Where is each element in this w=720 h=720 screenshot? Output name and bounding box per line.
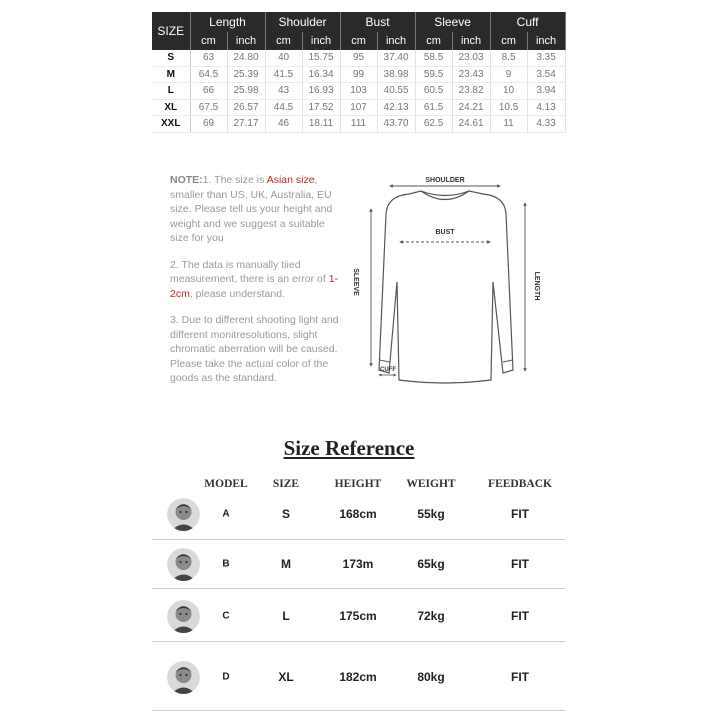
measurement-cell: 62.5 <box>415 116 452 133</box>
measurement-cell: 17.52 <box>302 99 340 116</box>
size-cell: S <box>281 507 291 521</box>
size-cell: XL <box>278 670 294 684</box>
measurement-cell: 24.80 <box>227 50 265 66</box>
height-cell: 173m <box>342 557 374 571</box>
note-2 <box>170 258 345 302</box>
measurement-cell: 64.5 <box>190 66 227 83</box>
model-cell: C <box>222 610 230 621</box>
row-divider <box>152 710 565 711</box>
weight-cell: 55kg <box>417 507 445 521</box>
unit-inch: inch <box>452 32 490 50</box>
measurement-cell: 107 <box>340 99 377 116</box>
measurement-cell: 38.98 <box>377 66 415 83</box>
measurement-cell: 66 <box>190 83 227 100</box>
model-cell: D <box>222 671 230 683</box>
model-column-header: MODEL <box>204 478 248 490</box>
measurement-cell: 24.21 <box>452 99 490 116</box>
measurement-cell: 41.5 <box>265 66 302 83</box>
note-2-text-b: , please understand. <box>189 287 285 300</box>
measurement-cell: 4.33 <box>527 116 565 133</box>
note-1-highlight: Asian size <box>266 174 315 186</box>
measurement-cell: 3.94 <box>527 83 565 100</box>
feedback-cell: FIT <box>511 670 529 684</box>
measurement-cell: 111 <box>340 116 377 133</box>
unit-cm: cm <box>490 32 527 50</box>
row-divider <box>152 641 565 642</box>
model-cell: A <box>222 508 230 520</box>
size-row <box>152 83 565 100</box>
measurement-cell: 15.75 <box>302 50 340 66</box>
height-cell: 168cm <box>339 507 377 521</box>
measurement-cell: 11 <box>490 116 527 133</box>
reference-row <box>152 589 565 642</box>
measurement-cell: 43 <box>265 83 302 100</box>
note-1-text-a: 1. The size is <box>202 174 267 186</box>
avatar <box>167 498 200 531</box>
measurement-cell: 40 <box>265 50 302 66</box>
unit-inch: inch <box>527 32 565 50</box>
height-cell: 182cm <box>339 670 377 684</box>
note-3: 3. Due to different shooting light and different monitresolutions, slight chromatic aberration will be caused. Please take the actual color of the goods as the standard. <box>170 314 339 384</box>
measurement-cell: 8.5 <box>490 50 527 66</box>
measurement-cell: 16.93 <box>302 83 340 100</box>
measurement-cell: 42.13 <box>377 99 415 116</box>
measurement-cell: 59.5 <box>415 66 452 83</box>
size-cell: XXL <box>152 116 190 133</box>
cuff-header: Cuff <box>490 12 565 32</box>
size-row <box>152 116 565 133</box>
reference-row <box>152 643 565 711</box>
cuff-label: CUFF <box>380 367 396 373</box>
size-chart-table <box>152 12 566 133</box>
weight-cell: 65kg <box>417 557 445 571</box>
measurement-cell: 58.5 <box>415 50 452 66</box>
shirt-measurement-diagram <box>335 170 565 400</box>
unit-cm: cm <box>190 32 227 50</box>
measurement-cell: 24.61 <box>452 116 490 133</box>
length-label: LENGTH <box>533 271 540 301</box>
measurement-cell: 10 <box>490 83 527 100</box>
measurement-cell: 43.70 <box>377 116 415 133</box>
measurement-cell: 23.43 <box>452 66 490 83</box>
weight-cell: 80kg <box>417 670 445 684</box>
measurement-cell: 23.82 <box>452 83 490 100</box>
measurement-cell: 40.55 <box>377 83 415 100</box>
size-row <box>152 99 565 116</box>
measurement-cell: 61.5 <box>415 99 452 116</box>
bust-header: Bust <box>340 12 415 32</box>
height-column-header: HEIGHT <box>334 478 382 490</box>
unit-inch: inch <box>227 32 265 50</box>
size-notes <box>170 173 345 398</box>
sleeve-label: SLEEVE <box>352 268 359 296</box>
weight-cell: 72kg <box>417 608 445 623</box>
shirt-outline <box>379 191 513 383</box>
unit-inch: inch <box>377 32 415 50</box>
feedback-cell: FIT <box>511 557 529 571</box>
unit-cm: cm <box>340 32 377 50</box>
measurement-cell: 23.03 <box>452 50 490 66</box>
measurement-cell: 16.34 <box>302 66 340 83</box>
avatar <box>167 661 200 694</box>
size-row <box>152 66 565 83</box>
size-cell: L <box>282 608 290 623</box>
height-cell: 175cm <box>339 608 377 623</box>
measurement-cell: 67.5 <box>190 99 227 116</box>
measurement-cell: 46 <box>265 116 302 133</box>
shoulder-header: Shoulder <box>265 12 340 32</box>
model-cell: B <box>222 558 230 570</box>
size-cell: XL <box>152 99 190 116</box>
measurement-cell: 25.39 <box>227 66 265 83</box>
reference-row <box>152 539 565 589</box>
measurement-cell: 4.13 <box>527 99 565 116</box>
size-cell: M <box>152 66 190 83</box>
note-2-text-a: 2. The data is manually tiied measurement, there is an error of <box>170 258 329 285</box>
size-cell: M <box>281 557 291 571</box>
size-column-header: SIZE <box>152 12 190 50</box>
size-column-header-ref: SIZE <box>272 478 300 490</box>
avatar <box>167 548 200 581</box>
unit-inch: inch <box>302 32 340 50</box>
feedback-column-header: FEEDBACK <box>488 478 552 490</box>
bust-label: BUST <box>435 229 455 236</box>
measurement-cell: 60.5 <box>415 83 452 100</box>
measurement-cell: 37.40 <box>377 50 415 66</box>
measurement-cell: 99 <box>340 66 377 83</box>
feedback-cell: FIT <box>511 608 529 623</box>
measurement-cell: 25.98 <box>227 83 265 100</box>
measurement-cell: 69 <box>190 116 227 133</box>
measurement-cell: 3.35 <box>527 50 565 66</box>
size-chart-header-row <box>152 12 565 32</box>
sleeve-header: Sleeve <box>415 12 490 32</box>
measurement-cell: 27.17 <box>227 116 265 133</box>
note-1-text-b: , smaller than US, UK, Australia, EU size. Please tell us your height and weight and we suggest a suitable size for you <box>170 174 333 244</box>
size-chart-unit-row <box>152 32 565 50</box>
measurement-cell: 95 <box>340 50 377 66</box>
length-header: Length <box>190 12 265 32</box>
size-cell: L <box>152 83 190 100</box>
size-cell: S <box>152 50 190 66</box>
measurement-cell: 10.5 <box>490 99 527 116</box>
measurement-cell: 44.5 <box>265 99 302 116</box>
measurement-cell: 18.11 <box>302 116 340 133</box>
size-row <box>152 50 565 66</box>
size-reference-title: Size Reference <box>283 436 415 460</box>
shoulder-label: SHOULDER <box>425 177 465 184</box>
weight-column-header: WEIGHT <box>406 478 456 490</box>
measurement-cell: 103 <box>340 83 377 100</box>
unit-cm: cm <box>415 32 452 50</box>
measurement-cell: 3.54 <box>527 66 565 83</box>
avatar <box>167 600 200 633</box>
unit-cm: cm <box>265 32 302 50</box>
feedback-cell: FIT <box>511 507 529 521</box>
note-1 <box>170 173 345 246</box>
note-2-highlight: 1-2cm <box>170 273 339 300</box>
measurement-cell: 63 <box>190 50 227 66</box>
reference-row <box>152 488 565 540</box>
measurement-cell: 9 <box>490 66 527 83</box>
note-label: NOTE: <box>170 174 203 186</box>
measurement-cell: 26.57 <box>227 99 265 116</box>
